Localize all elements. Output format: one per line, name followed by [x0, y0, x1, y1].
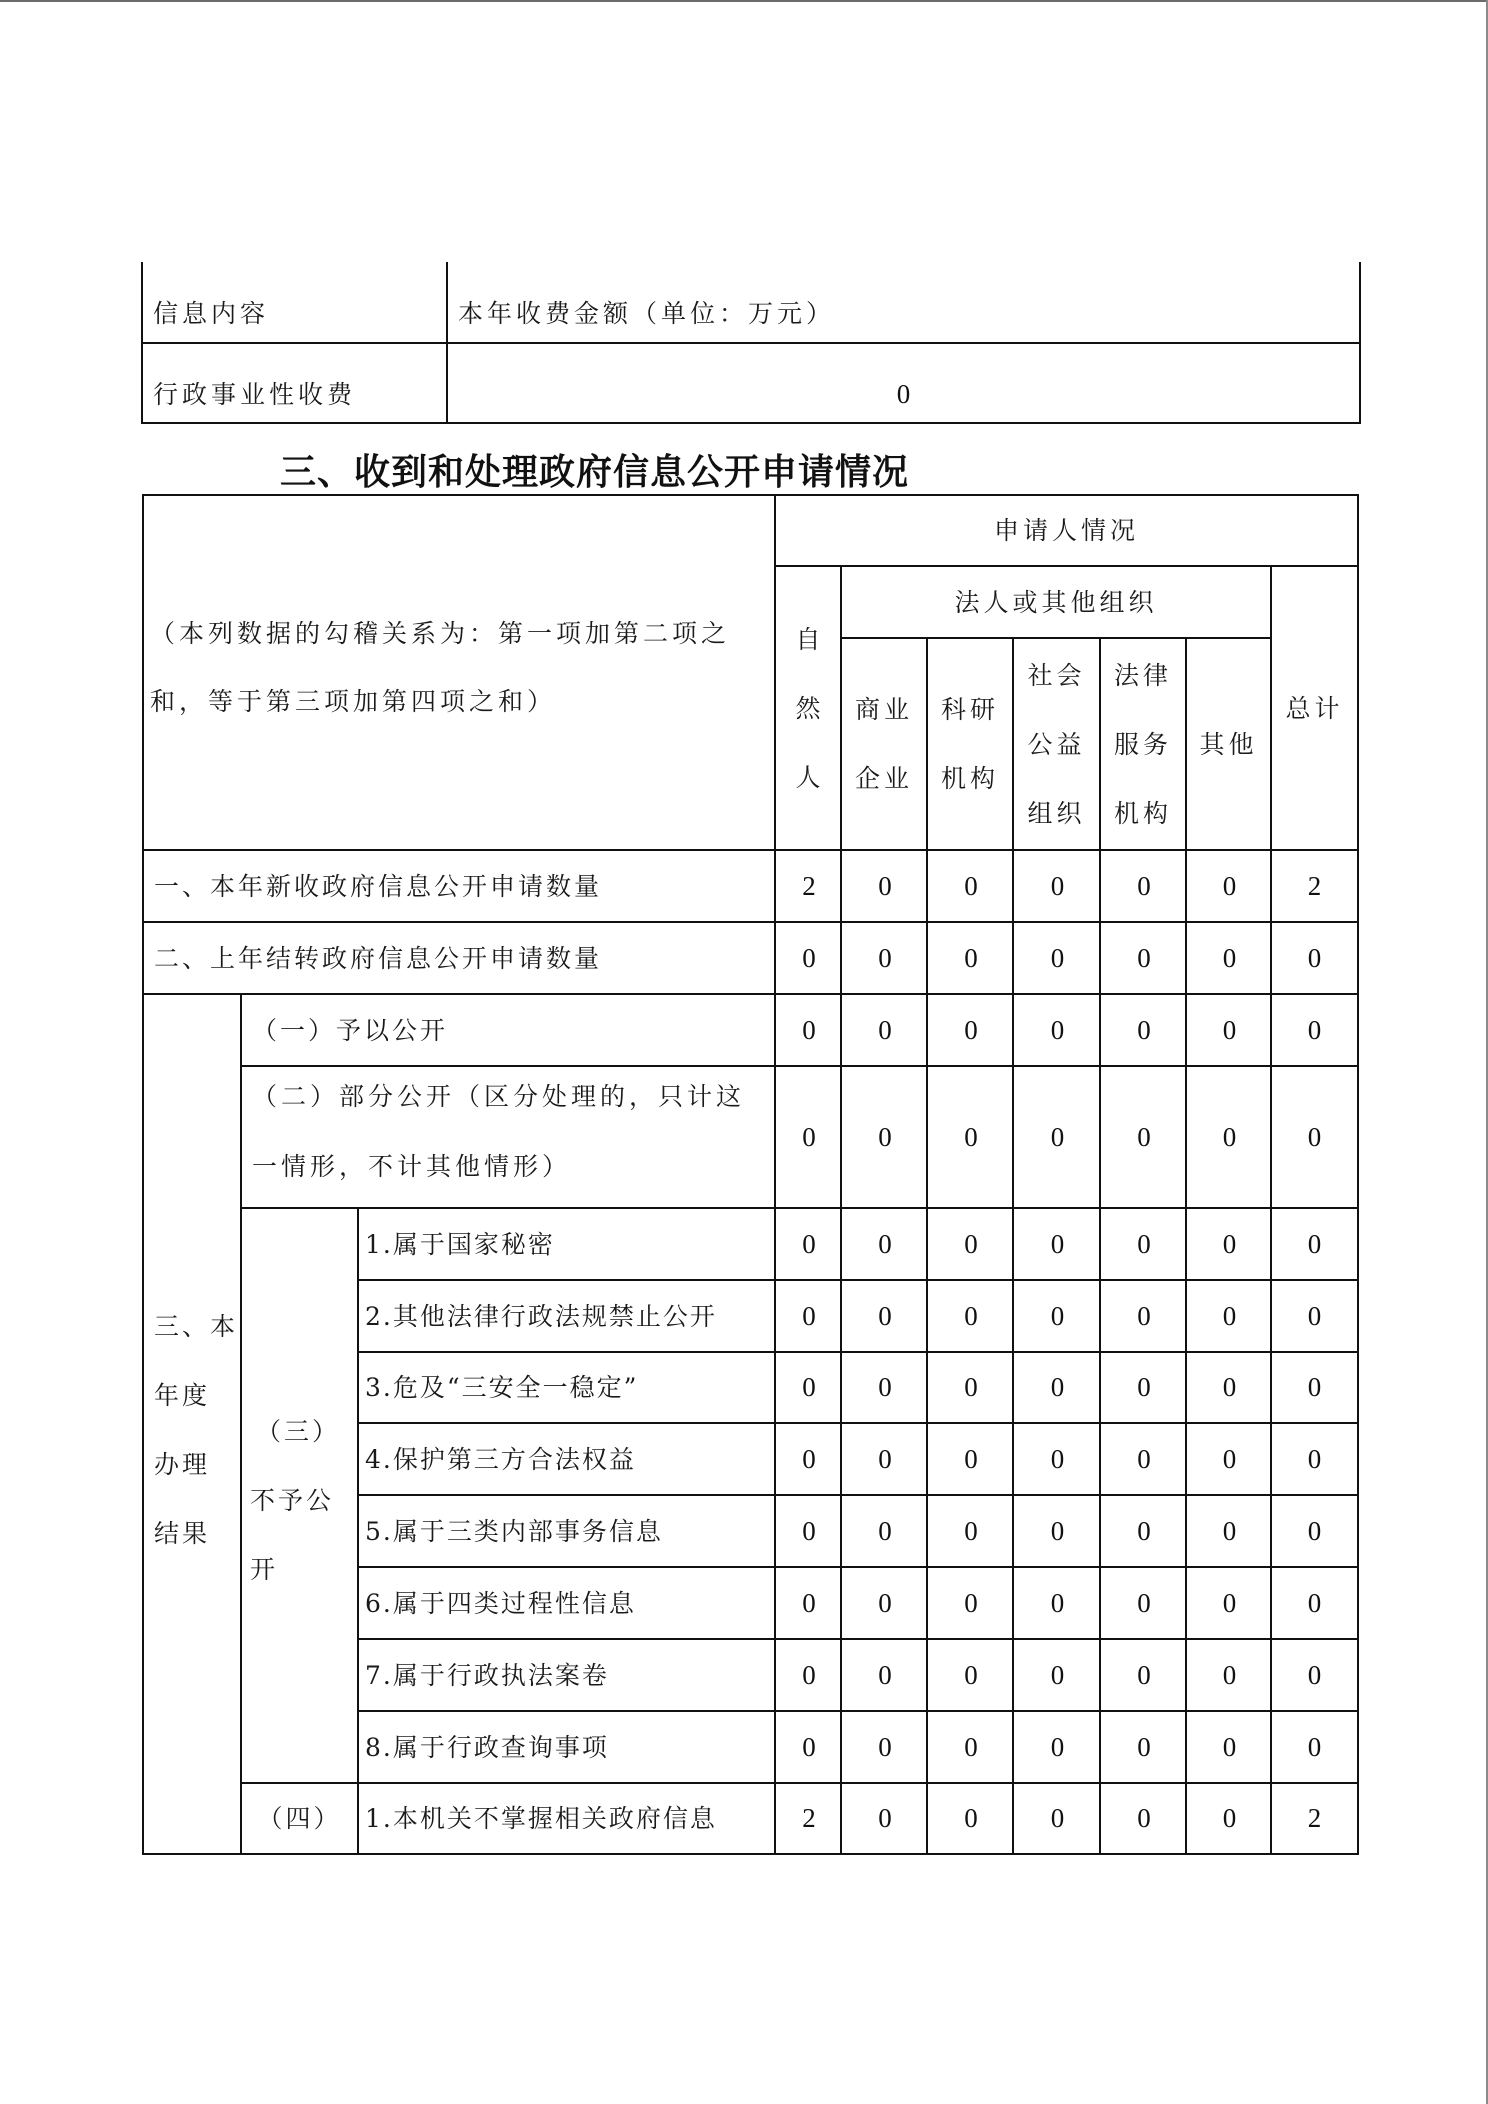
value-cell: 0 [1222, 1731, 1237, 1762]
section3-label-line: 三、本 [154, 1312, 239, 1341]
value-cell: 0 [1137, 1372, 1151, 1402]
row-label-internal-affairs: 5.属于三类内部事务信息 [365, 1516, 663, 1546]
value-cell: 0 [1222, 1587, 1237, 1618]
value-cell: 0 [964, 1014, 978, 1045]
value-cell: 0 [878, 1515, 892, 1546]
value-cell: 0 [964, 1803, 978, 1833]
value-cell: 0 [1307, 1300, 1322, 1331]
value-cell: 2 [1307, 870, 1322, 901]
value-cell: 0 [1222, 942, 1237, 973]
value-cell: 0 [1050, 1300, 1065, 1331]
value-cell: 0 [1222, 1228, 1237, 1259]
row-label-third-party: 4.保护第三方合法权益 [365, 1444, 636, 1474]
value-cell: 0 [1307, 1515, 1322, 1546]
value-cell: 0 [1137, 1803, 1151, 1833]
value-cell: 0 [878, 1659, 892, 1690]
fee-row-value: 0 [896, 378, 911, 409]
value-cell: 0 [1050, 1372, 1065, 1402]
value-cell: 0 [1050, 1587, 1065, 1618]
value-cell: 0 [1137, 1014, 1151, 1045]
value-cell: 0 [1222, 1515, 1237, 1546]
fee-table-border-bottom [141, 422, 1361, 424]
table-border-right [1357, 494, 1359, 1855]
value-cell: 0 [1307, 1228, 1322, 1259]
value-cell: 0 [964, 1587, 978, 1618]
value-cell: 0 [1307, 1443, 1322, 1474]
value-cell: 0 [878, 1228, 892, 1259]
value-cell: 0 [1307, 1014, 1322, 1045]
value-cell: 0 [802, 1014, 816, 1045]
value-cell: 2 [1307, 1803, 1322, 1833]
natural-person-char: 然 [795, 693, 821, 723]
value-cell: 0 [878, 1803, 892, 1833]
withhold-label [242, 1400, 357, 1600]
value-cell: 0 [802, 1587, 816, 1618]
table-border-bottom [142, 1853, 1359, 1855]
part4-label: （四） [257, 1804, 342, 1833]
withhold-label-line: 不予公 [250, 1485, 335, 1515]
value-cell: 0 [1307, 1121, 1322, 1152]
value-cell: 0 [1222, 870, 1237, 901]
row-label-process-info: 6.属于四类过程性信息 [365, 1588, 636, 1618]
value-cell: 0 [1137, 1515, 1151, 1546]
value-cell: 0 [802, 1372, 816, 1402]
value-cell: 0 [964, 1443, 978, 1474]
corner-note [150, 620, 774, 714]
value-cell: 0 [964, 1659, 978, 1690]
header-line: 科研 [940, 695, 999, 724]
value-cell: 0 [1137, 1121, 1151, 1152]
row-label-new-applications: 一、本年新收政府信息公开申请数量 [154, 871, 603, 901]
value-cell: 0 [1050, 1659, 1065, 1690]
value-cell: 0 [1137, 942, 1151, 973]
value-cell: 0 [802, 1659, 816, 1690]
value-cell: 0 [1307, 1587, 1322, 1618]
value-cell: 0 [1050, 1014, 1065, 1045]
value-cell: 0 [878, 1443, 892, 1474]
value-cell: 0 [802, 942, 816, 973]
value-cell: 0 [1137, 1300, 1151, 1331]
value-cell: 0 [1050, 1121, 1065, 1152]
value-cell: 0 [1137, 1659, 1151, 1690]
row-label-security: 3.危及“三安全一稳定” [365, 1373, 639, 1402]
header-line: 公益 [1027, 729, 1086, 759]
value-cell: 0 [1307, 1372, 1322, 1402]
value-cell: 0 [878, 870, 892, 901]
fee-row-label: 行政事业性收费 [153, 379, 357, 409]
other-org-header [1187, 639, 1270, 849]
row-label-partial-line1: （二）部分公开（区分处理的，只计这 [252, 1081, 746, 1111]
commercial-enterprise-header [842, 639, 926, 849]
value-cell: 0 [964, 942, 978, 973]
header-line: 组织 [1027, 798, 1086, 828]
header-line: 服务 [1113, 729, 1172, 759]
value-cell: 0 [802, 1731, 816, 1762]
section3-label [144, 1230, 240, 1630]
fee-header-info-content: 信息内容 [153, 299, 270, 328]
header-line: 社会 [1027, 660, 1086, 690]
legal-service-org-header [1101, 639, 1185, 849]
value-cell: 0 [1137, 1587, 1151, 1618]
section3-label-line: 办理 [154, 1450, 211, 1479]
value-cell: 0 [878, 1587, 892, 1618]
fee-header-amount: 本年收费金额（单位：万元） [458, 299, 836, 328]
value-cell: 0 [1222, 1803, 1237, 1833]
table-border-left [142, 494, 144, 1855]
section3-label-line: 年度 [154, 1381, 211, 1410]
value-cell: 0 [1050, 1803, 1065, 1833]
header-line: 其他 [1199, 729, 1258, 759]
row-label-prohibited: 2.其他法律行政法规禁止公开 [365, 1301, 717, 1331]
value-cell: 0 [878, 1372, 892, 1402]
value-cell: 0 [1222, 1443, 1237, 1474]
header-line: 法律 [1113, 660, 1172, 690]
value-cell: 0 [1307, 1659, 1322, 1690]
value-cell: 0 [964, 1300, 978, 1331]
value-cell: 0 [964, 1515, 978, 1546]
header-line: 商业 [854, 695, 913, 724]
value-cell: 0 [964, 1121, 978, 1152]
natural-person-header [776, 567, 840, 849]
applicant-header: 申请人情况 [993, 516, 1139, 545]
page-top-edge [0, 0, 1488, 2]
value-cell: 0 [1050, 1228, 1065, 1259]
withhold-label-line: （三） [256, 1416, 341, 1446]
legal-group-header: 法人或其他组织 [954, 587, 1158, 617]
value-cell: 0 [1307, 1731, 1322, 1762]
value-cell: 0 [1222, 1300, 1237, 1331]
research-institution-header [928, 639, 1012, 849]
total-header: 总计 [1285, 693, 1344, 723]
value-cell: 0 [878, 942, 892, 973]
section-title: 三、收到和处理政府信息公开申请情况 [280, 452, 910, 493]
section3-label-line: 结果 [154, 1519, 211, 1548]
value-cell: 0 [802, 1121, 816, 1152]
value-cell: 0 [1222, 1014, 1237, 1045]
value-cell: 0 [878, 1121, 892, 1152]
corner-note-line1: （本列数据的勾稽关系为：第一项加第二项之 [150, 618, 731, 648]
value-cell: 0 [964, 870, 978, 901]
withhold-label-line: 开 [250, 1554, 279, 1584]
value-cell: 0 [878, 1731, 892, 1762]
value-cell: 0 [1222, 1121, 1237, 1152]
value-cell: 0 [1307, 942, 1322, 973]
header-line: 机构 [1113, 798, 1172, 828]
fee-table-row-line [141, 342, 1361, 344]
value-cell: 0 [964, 1731, 978, 1762]
value-cell: 2 [802, 870, 816, 901]
value-cell: 0 [1222, 1659, 1237, 1690]
row-label-partial-line2: 一情形，不计其他情形） [252, 1151, 572, 1181]
row-label-query: 8.属于行政查询事项 [365, 1732, 609, 1762]
value-cell: 0 [1137, 1731, 1151, 1762]
header-line: 企业 [854, 764, 913, 793]
value-cell: 0 [802, 1443, 816, 1474]
natural-person-char: 自 [795, 624, 821, 654]
header-line: 机构 [940, 764, 999, 793]
row-label-disclosed: （一）予以公开 [252, 1015, 449, 1045]
value-cell: 0 [802, 1228, 816, 1259]
value-cell: 0 [1050, 1731, 1065, 1762]
value-cell: 0 [1137, 1228, 1151, 1259]
row-label-partial [252, 1083, 774, 1179]
natural-person-char: 人 [795, 762, 821, 792]
value-cell: 0 [1050, 1443, 1065, 1474]
value-cell: 0 [1137, 1443, 1151, 1474]
value-cell: 0 [878, 1014, 892, 1045]
value-cell: 0 [964, 1228, 978, 1259]
value-cell: 0 [802, 1515, 816, 1546]
value-cell: 0 [1050, 942, 1065, 973]
value-cell: 0 [802, 1300, 816, 1331]
row-label-carried-over: 二、上年结转政府信息公开申请数量 [154, 943, 603, 973]
row-label-not-held: 1.本机关不掌握相关政府信息 [365, 1804, 717, 1833]
value-cell: 2 [802, 1803, 816, 1833]
value-cell: 0 [1137, 870, 1151, 901]
row-label-state-secret: 1.属于国家秘密 [365, 1229, 555, 1259]
public-welfare-org-header [1014, 639, 1099, 849]
value-cell: 0 [1050, 870, 1065, 901]
corner-note-line2: 和，等于第三项加第四项之和） [150, 686, 557, 716]
value-cell: 0 [878, 1300, 892, 1331]
value-cell: 0 [964, 1372, 978, 1402]
value-cell: 0 [1050, 1515, 1065, 1546]
row-label-enforcement: 7.属于行政执法案卷 [365, 1660, 609, 1690]
value-cell: 0 [1222, 1372, 1237, 1402]
